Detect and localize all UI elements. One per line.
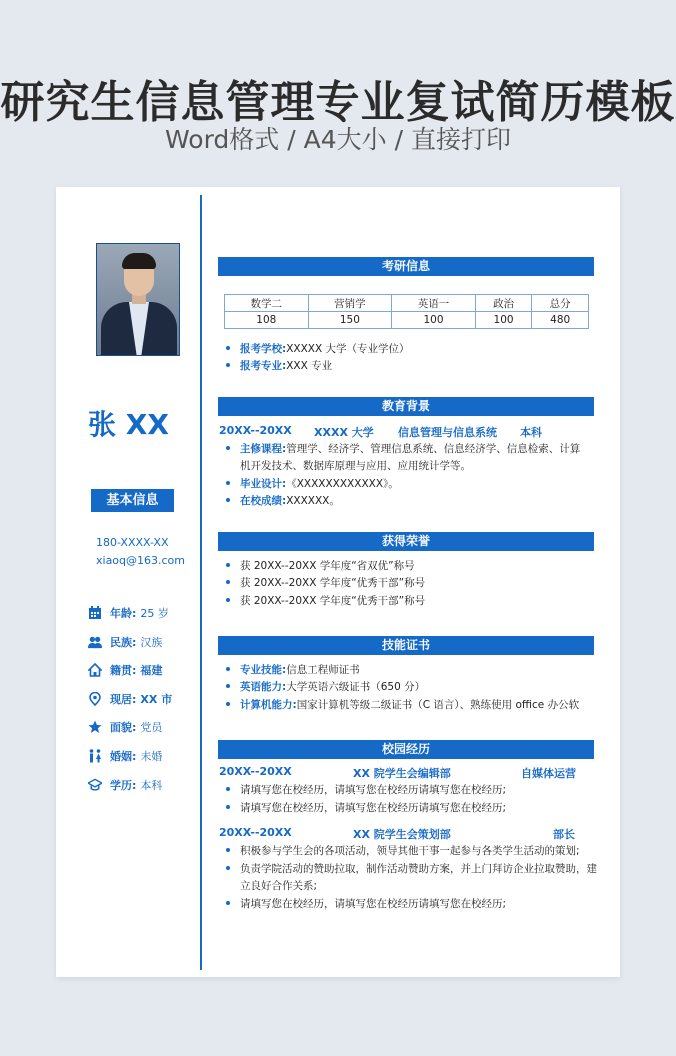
info-ethnicity: [88, 633, 162, 651]
table-row: [225, 312, 589, 329]
info-label: 民族:: [110, 636, 137, 649]
info-education: [88, 776, 162, 794]
table-header-cell: 总分: [532, 295, 589, 312]
education-grade: 在校成绩:XXXXXX。: [226, 493, 340, 510]
info-label: 学历:: [110, 779, 137, 792]
info-marital: [88, 747, 162, 765]
info-label: 面貌:: [110, 721, 137, 734]
list-item: 请填写您在校经历，请填写您在校经历请填写您在校经历;: [226, 782, 506, 799]
table-cell: 100: [392, 312, 476, 329]
table-header-cell: 营销学: [308, 295, 392, 312]
list-item: 积极参与学生会的各项活动，领导其他干事一起参与各类学生活动的策划;: [226, 843, 580, 860]
section-honors-title: 获得荣誉: [218, 532, 594, 551]
info-label: 婚姻:: [110, 750, 137, 763]
info-value: 汉族: [140, 636, 163, 649]
campus-org: XX 院学生会策划部: [353, 828, 451, 841]
campus-period: 20XX--20XX: [219, 765, 292, 778]
basic-info-badge: 基本信息: [91, 489, 174, 512]
education-school: XXXX 大学: [314, 426, 374, 439]
campus-role: 部长: [553, 828, 575, 841]
couple-icon: [88, 749, 102, 763]
section-skills-title: 技能证书: [218, 636, 594, 655]
info-label: 现居:: [110, 693, 137, 706]
education-courses: 主修课程:管理学、经济学、管理信息系统、信息经济学、信息检索、计算: [226, 441, 580, 458]
info-value: 未婚: [140, 750, 163, 763]
resume-sheet: [56, 187, 620, 977]
section-exam-title: 考研信息: [218, 257, 594, 276]
phone-number: 180-XXXX-XX: [96, 536, 169, 549]
skill-item: 计算机能力:国家计算机等级二级证书（C 语言）、熟练使用 office 办公软: [226, 697, 579, 714]
info-label: 籍贯:: [110, 664, 137, 677]
page-subtitle: Word格式 / A4大小 / 直接打印: [165, 125, 511, 154]
page-title: 研究生信息管理专业复试简历模板: [0, 77, 676, 128]
table-cell: 108: [225, 312, 309, 329]
info-value: 本科: [140, 779, 163, 792]
info-hometown: [88, 661, 162, 679]
people-icon: [88, 635, 102, 649]
email-address: xiaoq@163.com: [96, 554, 186, 567]
star-icon: [88, 720, 102, 734]
exam-major: 报考专业:XXX 专业: [226, 358, 332, 375]
exam-school: 报考学校:XXXXX 大学（专业学位）: [226, 341, 410, 358]
list-item: 获 20XX--20XX 学年度“优秀干部”称号: [226, 575, 425, 592]
graduation-cap-icon: [88, 778, 102, 792]
section-campus-title: 校园经历: [218, 740, 594, 759]
skill-item: 英语能力:大学英语六级证书（650 分）: [226, 679, 425, 696]
education-thesis: 毕业设计:《XXXXXXXXXXXX》。: [226, 476, 399, 493]
info-political: [88, 718, 162, 736]
education-major: 信息管理与信息系统: [398, 426, 497, 439]
location-icon: [88, 692, 102, 706]
campus-org: XX 院学生会编辑部: [353, 767, 451, 780]
info-value: 党员: [140, 721, 163, 734]
list-item: 获 20XX--20XX 学年度“省双优”称号: [226, 558, 415, 575]
campus-role: 自媒体运营: [521, 767, 576, 780]
campus-period: 20XX--20XX: [219, 826, 292, 839]
list-item: 获 20XX--20XX 学年度“优秀干部”称号: [226, 593, 425, 610]
table-row: [225, 295, 589, 312]
list-item: 请填写您在校经历，请填写您在校经历请填写您在校经历;: [226, 800, 506, 817]
table-cell: 100: [475, 312, 532, 329]
list-item-cont: 立良好合作关系;: [240, 880, 318, 892]
table-header-cell: 政治: [475, 295, 532, 312]
home-icon: [88, 663, 102, 677]
education-degree: 本科: [520, 426, 542, 439]
table-header-cell: 英语一: [392, 295, 476, 312]
table-cell: 150: [308, 312, 392, 329]
skill-item: 专业技能:信息工程师证书: [226, 662, 360, 679]
education-courses-cont: 机开发技术、数据库原理与应用、应用统计学等。: [240, 460, 471, 472]
table-header-cell: 数学二: [225, 295, 309, 312]
score-table: [224, 294, 589, 329]
column-divider: [200, 195, 202, 970]
profile-photo: [96, 243, 180, 356]
info-age: [88, 604, 169, 622]
calendar-icon: [88, 606, 102, 620]
table-cell: 480: [532, 312, 589, 329]
section-education-title: 教育背景: [218, 397, 594, 416]
education-period: 20XX--20XX: [219, 424, 292, 437]
info-label: 年龄:: [110, 607, 137, 620]
list-item: 请填写您在校经历，请填写您在校经历请填写您在校经历;: [226, 896, 506, 913]
list-item: 负责学院活动的赞助拉取，制作活动赞助方案，并上门拜访企业拉取赞助，建: [226, 861, 597, 878]
candidate-name: 张 XX: [88, 408, 169, 441]
info-value: XX 市: [140, 693, 173, 706]
info-value: 福建: [140, 664, 163, 677]
info-residence: [88, 690, 172, 708]
info-value: 25 岁: [140, 607, 169, 620]
